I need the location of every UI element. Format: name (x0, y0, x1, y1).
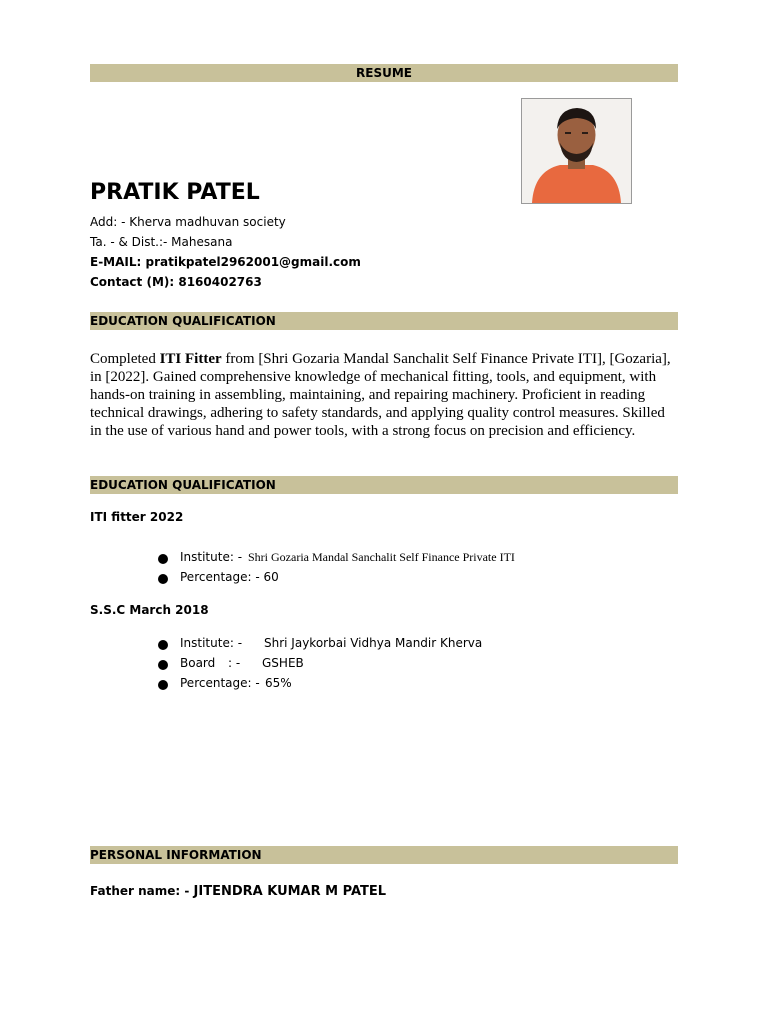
ssc-title: S.S.C March 2018 (90, 603, 209, 617)
bullet-icon (158, 554, 168, 564)
email-line (90, 255, 361, 269)
summary-bold: ITI Fitter (159, 351, 222, 367)
father-name-label: Father name: - (90, 884, 194, 898)
contact-value: 8160402763 (178, 275, 262, 289)
ssc-institute-value: Shri Jaykorbai Vidhya Mandir Kherva (264, 636, 483, 650)
father-name-value: JITENDRA KUMAR M PATEL (193, 884, 387, 899)
contact-label: Contact (M): (90, 275, 179, 289)
section-heading-education-2: EDUCATION QUALIFICATION (90, 476, 678, 494)
iti-institute-value: Shri Gozaria Mandal Sanchalit Self Finance Private ITI (248, 550, 515, 564)
address-line-2: Ta. - & Dist.:- Mahesana (90, 235, 233, 249)
ssc-board-label: Board (180, 656, 216, 670)
email-label: E-MAIL: (90, 255, 146, 269)
contact-line (90, 275, 262, 289)
bullet-icon (158, 574, 168, 584)
ssc-board-value: GSHEB (262, 656, 304, 670)
section-heading-education-1: EDUCATION QUALIFICATION (90, 312, 678, 330)
profile-photo (521, 98, 632, 204)
ssc-percentage-label: Percentage: - (180, 676, 260, 690)
bullet-icon (158, 680, 168, 690)
bullet-icon (158, 660, 168, 670)
person-photo-icon (522, 99, 631, 203)
iti-title: ITI fitter 2022 (90, 510, 184, 524)
ssc-board-sep: : - (228, 656, 241, 670)
iti-institute-label: Institute: - (180, 550, 243, 564)
section-heading-personal: PERSONAL INFORMATION (90, 846, 678, 864)
email-value: pratikpatel2962001@gmail.com (145, 255, 361, 269)
summary-paragraph (90, 350, 678, 440)
ssc-percentage-value: 65% (265, 676, 292, 690)
iti-percentage: Percentage: - 60 (180, 570, 279, 584)
father-name-line (90, 880, 386, 899)
bullet-icon (158, 640, 168, 650)
summary-prefix: Completed (90, 351, 160, 367)
ssc-institute-label: Institute: - (180, 636, 243, 650)
summary-rest: from [Shri Gozaria Mandal Sanchalit Self Finance Private ITI], [Gozaria], in [2022]. Gained comprehensive knowledge of mechanical fitting, tools, and equipment, with hands-on training in assembling, maintaining, and repairing machinery. Proficient in reading technical drawings, adhering to safety standards, and applying quality control measures. Skilled in the use of various hand and power tools, with a strong focus on precision and efficiency. (90, 351, 671, 439)
candidate-name: PRATIK PATEL (90, 180, 260, 205)
resume-title: RESUME (90, 64, 678, 82)
address-line-1: Add: - Kherva madhuvan society (90, 215, 286, 229)
